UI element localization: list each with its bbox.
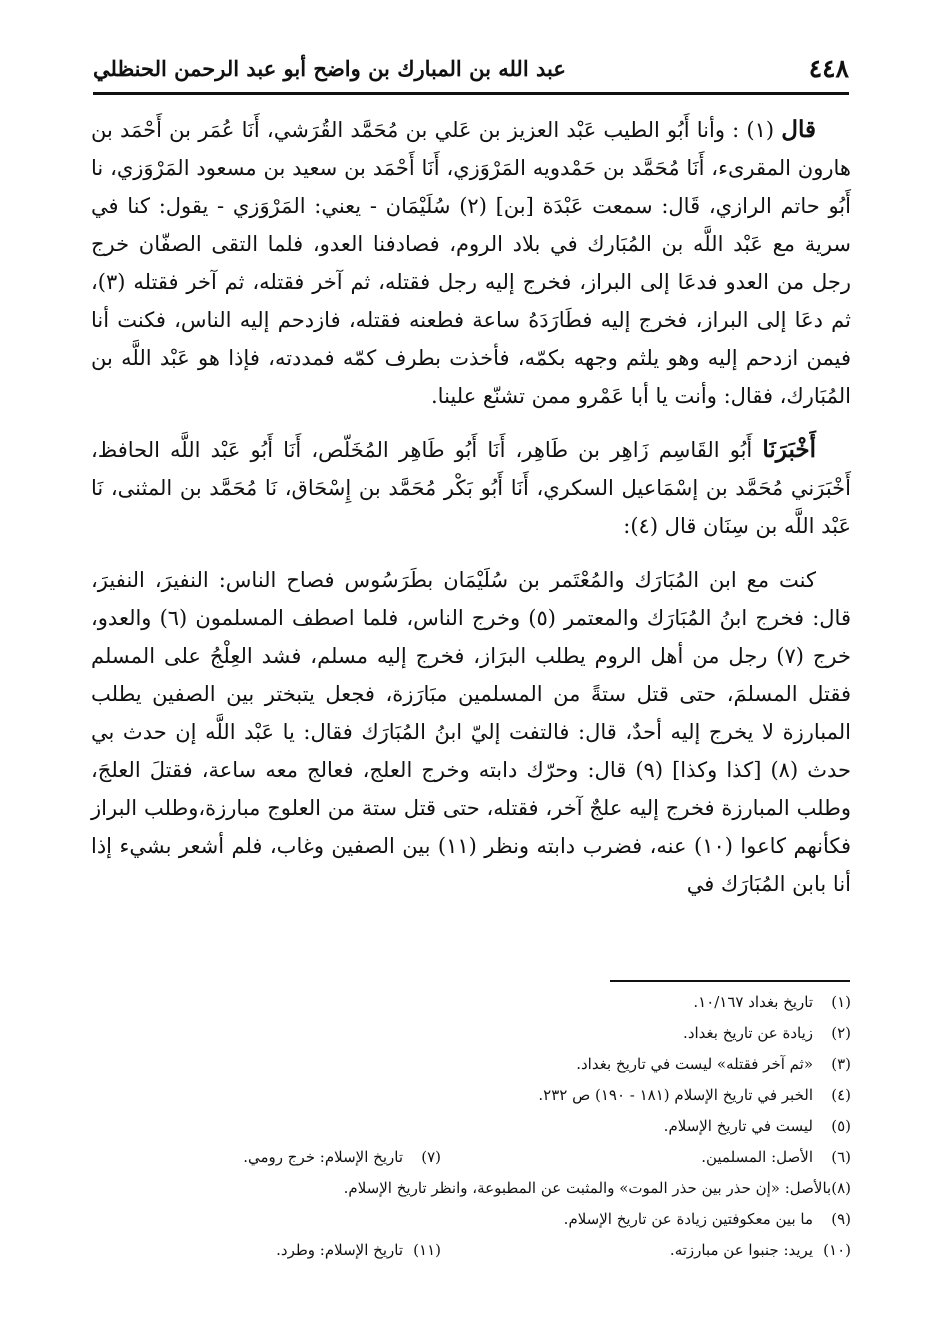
lead-word: أَخْبَرَنَا [762, 436, 816, 463]
footnote [243, 1142, 441, 1173]
page-number: ٤٤٨ [808, 54, 849, 83]
footnote-row [91, 1049, 851, 1080]
footnote-row [91, 1142, 851, 1173]
footnote-number: (١١) [413, 1241, 441, 1259]
paragraph [91, 431, 851, 545]
footnote-row [91, 987, 851, 1018]
footnote-number: (٧) [421, 1148, 441, 1166]
footnote [441, 1080, 851, 1111]
footnote [441, 1204, 851, 1235]
footnote [441, 1235, 851, 1266]
footnote-number: (١٠) [823, 1241, 851, 1259]
footnote-text: تاريخ الإسلام: خرج رومي. [243, 1148, 403, 1166]
footnote-number: (١) [831, 993, 851, 1011]
footnote-number: (٥) [831, 1117, 851, 1135]
footnotes [91, 987, 851, 1266]
footnote-number: (٤) [831, 1086, 851, 1104]
footnote [343, 1173, 851, 1204]
footnote-text: ما بين معكوفتين زيادة عن تاريخ الإسلام. [563, 1210, 813, 1228]
footnote [276, 1235, 441, 1266]
footnote-text: زيادة عن تاريخ بغداد. [683, 1024, 813, 1042]
footnote-text: بالأصل: «إن حذر بين حذر الموت» والمثبت عن المطبوعة، وانظر تاريخ الإسلام. [343, 1179, 832, 1197]
footnote-row [91, 1204, 851, 1235]
footnote-number: (٩) [831, 1210, 851, 1228]
footnote [441, 1142, 851, 1173]
footnote-row [91, 1080, 851, 1111]
footnote-number: (٨) [831, 1179, 851, 1197]
paragraph [91, 561, 851, 903]
paragraph-text: أَبُو القَاسِم زَاهِر بن طَاهِر، أَنَا أَبُو طَاهِر المُخَلّص، أَنَا أَبُو عَبْد اللَّه الحافظ، أَخْبَرَني مُحَمَّد بن إسْمَاعيل السكري، أَنَا أَبُو بَكْر مُحَمَّد بن إِسْحَاق، نَا مُحَمَّد بن المثنى، نَا عَبْد اللَّه بن سِنَان قال (٤): [91, 438, 851, 538]
footnote-row [91, 1111, 851, 1142]
footnote-text: الأصل: المسلمين. [701, 1148, 813, 1166]
running-title: عبد الله بن المبارك بن واضح أبو عبد الرحمن الحنظلي [93, 56, 566, 81]
footnote [441, 1049, 851, 1080]
footnote [441, 1018, 851, 1049]
header-rule [93, 92, 849, 95]
main-text [91, 111, 851, 919]
footnote-number: (٣) [831, 1055, 851, 1073]
footnote [441, 1111, 851, 1142]
footnote-number: (٦) [831, 1148, 851, 1166]
paragraph-text: (١) : وأنا أَبُو الطيب عَبْد العزيز بن عَلي بن مُحَمَّد القُرَشي، أَنَا عُمَر بن أَحْمَد بن هارون المقرىء، أَنَا مُحَمَّد بن حَمْدويه المَرْوَزي، أَنَا أَحْمَد بن سعيد بن مسعود المَرْوَزي، نا أَبُو حاتم الرازي، قَال: سمعت عَبْدَة [بن] (٢) سُلَيْمَان - يعني: المَرْوَزي - يقول: كنا في سرية مع عَبْد اللَّه بن المُبَارك في بلاد الروم، فصادفنا العدو، فلما التقى الصفّان خرج رجل من العدو فدعَا إلى البراز، فخرج إليه رجل فقتله، ثم آخر فقتله، ثم آخر فقتله (٣)، ثم دعَا إلى البراز، فخرج إليه فطَارَدَهُ ساعة فطعنه فقتله، فازدحم إليه الناس، فكنت أنا فيمن ازدحم إليه وهو يلثم وجهه بكمّه، فأخذت بطرف كمّه فمددته، فإذا هو عَبْد اللَّه بن المُبَارك، فقال: وأنت يا أبا عَمْرو ممن تشنّع علينا. [91, 118, 851, 408]
footnote-separator [610, 980, 850, 982]
footnote [441, 987, 851, 1018]
footnote-row [91, 1235, 851, 1266]
footnote-row [91, 1018, 851, 1049]
footnote-text: «ثم آخر فقتله» ليست في تاريخ بغداد. [576, 1055, 813, 1073]
page-header [93, 48, 849, 92]
footnote-text: الخبر في تاريخ الإسلام (١٨١ - ١٩٠) ص ٢٣٢. [538, 1086, 813, 1104]
paragraph [91, 111, 851, 415]
footnote-number: (٢) [831, 1024, 851, 1042]
footnote-text: يريد: جنبوا عن مبارزته. [669, 1241, 813, 1259]
lead-word: قال [781, 116, 817, 143]
paragraph-text: كنت مع ابن المُبَارَك والمُعْتَمر بن سُلَيْمَان بطَرَسُوس فصاح الناس: النفيرَ، النفيرَ، قال: فخرج ابنُ المُبَارَك والمعتمر (٥) وخرج الناس، فلما اصطف المسلمون (٦) والعدو، خرج (٧) رجل من أهل الروم يطلب البرَاز، فخرج إليه مسلم، فشد العِلْجُ على المسلم فقتل المسلمَ، حتى قتل ستةً من المسلمين مبَارَزة، فجعل يتبختر بين الصفين يطلب المبارزة لا يخرج إليه أحدٌ، قال: فالتفت إليّ ابنُ المُبَارَك فقال: يا عَبْد اللَّه إن حدث بي حدث (٨) [كذا وكذا] (٩) قال: وحرّك دابته وخرج العلج، فعالج معه ساعة، فقتلَ العلجَ، وطلب المبارزة فخرج إليه علجٌ آخر، فقتله، حتى قتل ستة من العلوج مبارزة،وطلب البراز فكأنهم كاعوا (١٠) عنه، فضرب دابته ونظر (١١) بين الصفين وغاب، فلم أشعر بشيء إذا أنا بابن المُبَارَك في [91, 568, 852, 896]
footnote-text: ليست في تاريخ الإسلام. [663, 1117, 813, 1135]
footnote-row [91, 1173, 851, 1204]
footnote-text: تاريخ بغداد ١٠/١٦٧. [693, 993, 813, 1011]
footnote-text: تاريخ الإسلام: وطرد. [276, 1241, 403, 1259]
